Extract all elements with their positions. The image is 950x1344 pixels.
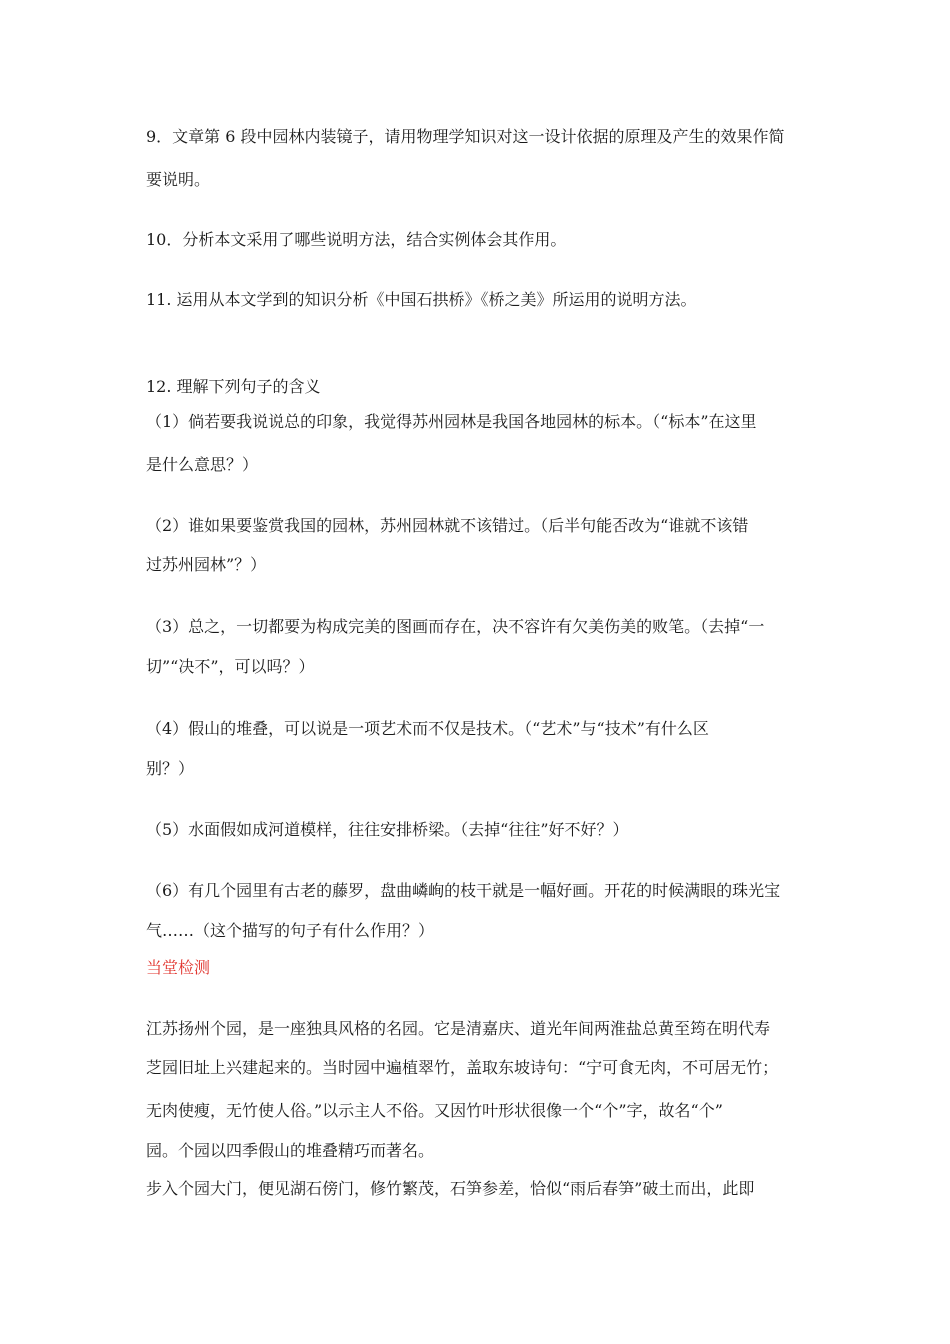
passage-line-2: 芝园旧址上兴建起来的。当时园中遍植翠竹，盖取东坡诗句：“宁可食无肉，不可居无竹； (146, 1058, 779, 1077)
question-10: 10．分析本文采用了哪些说明方法，结合实例体会其作用。 (146, 230, 567, 249)
passage-line-3: 无肉使瘦，无竹使人俗。”以示主人不俗。又因竹叶形状很像一个“个”字，故名“个” (146, 1101, 723, 1120)
sentence-2-line-1: （2）谁如果要鉴赏我国的园林，苏州园林就不该错过。（后半句能否改为“谁就不该错 (146, 516, 749, 535)
section-heading: 当堂检测 (146, 958, 211, 977)
sentence-3-line-1: （3）总之，一切都要为构成完美的图画而存在，决不容许有欠美伤美的败笔。（去掉“一 (146, 617, 765, 636)
passage-line-4: 园。个园以四季假山的堆叠精巧而著名。 (146, 1141, 435, 1160)
sentence-6-line-1: （6）有几个园里有古老的藤罗，盘曲嶙峋的枝干就是一幅好画。开花的时候满眼的珠光宝 (146, 881, 781, 900)
passage-line-1: 江苏扬州个园，是一座独具风格的名园。它是清嘉庆、道光年间两淮盐总黄至筠在明代寿 (146, 1019, 771, 1038)
question-9-line-1: 9．文章第 6 段中园林内装镜子，请用物理学知识对这一设计依据的原理及产生的效果作简 (146, 127, 785, 146)
sentence-1-line-2: 是什么意思？） (146, 455, 259, 474)
sentence-3-line-2: 切”“决不”，可以吗？） (146, 657, 315, 676)
passage-line-5: 步入个园大门，便见湖石傍门，修竹繁茂，石笋参差，恰似“雨后春笋”破土而出，此即 (146, 1179, 755, 1198)
question-9-line-2: 要说明。 (146, 170, 211, 189)
sentence-4-line-2: 别？） (146, 759, 195, 778)
sentence-2-line-2: 过苏州园林”？） (146, 555, 267, 574)
question-12-title: 12. 理解下列句子的含义 (146, 377, 321, 396)
sentence-6-line-2: 气……（这个描写的句子有什么作用？） (146, 921, 435, 940)
question-11: 11. 运用从本文学到的知识分析《中国石拱桥》《桥之美》所运用的说明方法。 (146, 290, 697, 309)
sentence-1-line-1: （1）倘若要我说说总的印象，我觉得苏州园林是我国各地园林的标本。（“标本”在这里 (146, 412, 757, 431)
sentence-5: （5）水面假如成河道模样，往往安排桥梁。（去掉“往往”好不好？） (146, 820, 629, 839)
sentence-4-line-1: （4）假山的堆叠，可以说是一项艺术而不仅是技术。（“艺术”与“技术”有什么区 (146, 719, 709, 738)
